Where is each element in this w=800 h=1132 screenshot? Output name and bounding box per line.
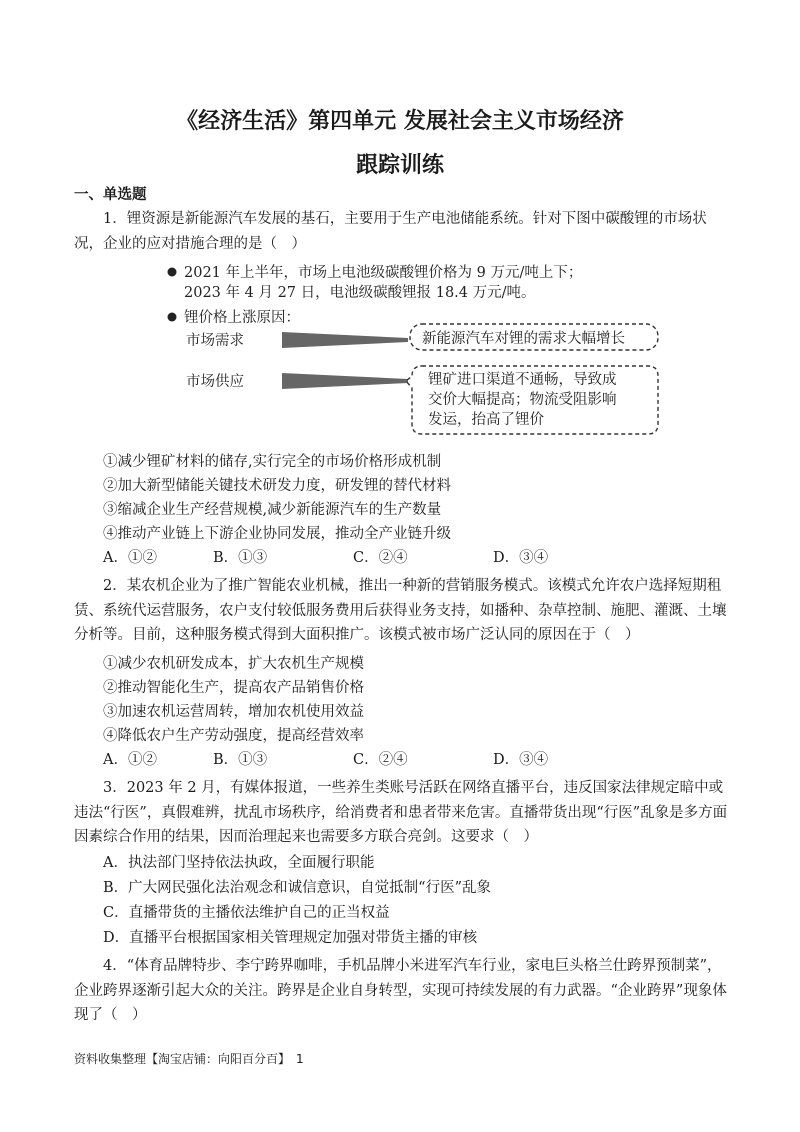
figure-supply-label: 市场供应 <box>186 374 244 390</box>
question-2-item: ②推动智能化生产，提高农产品销售价格 <box>103 680 364 696</box>
figure-price-line-2: 2023 年 4 月 27 日，电池级碳酸锂报 18.4 万元/吨。 <box>184 285 536 301</box>
question-2-option-a: A．①② <box>103 752 157 768</box>
question-1-option-c: C．②④ <box>353 550 408 566</box>
question-2-option-c: C．②④ <box>353 752 408 768</box>
question-3-option-d: D．直播平台根据国家相关管理规定加强对带货主播的审核 <box>103 930 478 946</box>
figure-reason-heading: 锂价格上涨原因： <box>184 310 300 326</box>
question-2-item: ③加速农机运营周转，增加农机使用效益 <box>103 704 364 720</box>
question-1-item: ④推动产业链上下游企业协同发展，推动全产业链升级 <box>103 526 451 542</box>
bullet-icon <box>168 268 177 277</box>
question-4-stem: 4．“体育品牌特步、李宁跨界咖啡，手机品牌小米进军汽车行业，家电巨头格兰仕跨界预制菜”，企业跨界逐渐引起大众的关注。跨界是企业自身转型，实现可持续发展的有力武器。“企业跨界”现象体现了（ ） <box>74 958 727 1023</box>
demand-wedge-arrow <box>282 332 408 348</box>
figure-supply-line-1: 锂矿进口渠道不通畅，导致成 <box>428 372 617 388</box>
figure-demand-text: 新能源汽车对锂的需求大幅增长 <box>422 331 625 347</box>
question-1-item: ③缩减企业生产经营规模,减少新能源汽车的生产数量 <box>103 502 442 518</box>
bullet-icon <box>168 313 177 322</box>
question-1-option-a: A．①② <box>103 550 157 566</box>
question-1-item: ②加大新型储能关键技术研发力度，研发锂的替代材料 <box>103 478 451 494</box>
question-3-option-a: A．执法部门坚持依法执政，全面履行职能 <box>103 855 375 871</box>
lithium-market-figure <box>160 260 680 440</box>
figure-demand-label: 市场需求 <box>186 333 244 349</box>
question-2-stem: 2．某农机企业为了推广智能农业机械，推出一种新的营销服务模式。该模式允许农户选择短期租赁、系统代运营服务，农户支付较低服务费用后获得业务支持，如播种、杂草控制、施肥、灌溉、土壤分析等。目前，这种服务模式得到大面积推广。该模式被市场广泛认同的原因在于（ ） <box>74 578 727 643</box>
figure-supply-line-2: 交价大幅提高；物流受阻影响 <box>428 392 617 408</box>
question-1-option-b: B．①③ <box>213 550 268 566</box>
question-3-option-c: C．直播带货的主播依法维护自己的正当权益 <box>103 905 390 921</box>
question-2-option-b: B．①③ <box>213 752 268 768</box>
figure-price-line-1: 2021 年上半年，市场上电池级碳酸锂价格为 9 万元/吨上下； <box>184 265 583 281</box>
question-2-item: ④降低农户生产劳动强度，提高经营效率 <box>103 728 364 744</box>
page-footer: 资料收集整理【淘宝店铺：向阳百分百】 1 <box>74 1052 304 1066</box>
supply-wedge-arrow <box>282 373 408 389</box>
question-1-item: ①减少锂矿材料的储存,实行完全的市场价格形成机制 <box>103 454 442 470</box>
question-2-option-d: D．③④ <box>493 752 549 768</box>
page-subtitle: 跟踪训练 <box>355 153 444 178</box>
question-2-item: ①减少农机研发成本，扩大农机生产规模 <box>103 656 364 672</box>
question-3-stem: 3．2023 年 2 月，有媒体报道，一些养生类账号活跃在网络直播平台，违反国家法律规定暗中或违法“行医”，真假难辨，扰乱市场秩序，给消费者和患者带来危害。直播带货出现“行医”乱象是多方面因素综合作用的结果，因而治理起来也需要多方联合亮剑。这要求（ ） <box>74 780 728 845</box>
page-title: 《经济生活》第四单元 发展社会主义市场经济 <box>176 109 624 134</box>
section-heading: 一、单选题 <box>74 187 147 203</box>
question-3-option-b: B．广大网民强化法治观念和诚信意识，自觉抵制“行医”乱象 <box>103 880 491 896</box>
question-1-stem: 1．锂资源是新能源汽车发展的基石，主要用于生产电池储能系统。针对下图中碳酸锂的市场状况，企业的应对措施合理的是（ ） <box>74 211 707 252</box>
question-1-option-d: D．③④ <box>493 550 549 566</box>
figure-supply-line-3: 发运，抬高了锂价 <box>428 412 544 428</box>
